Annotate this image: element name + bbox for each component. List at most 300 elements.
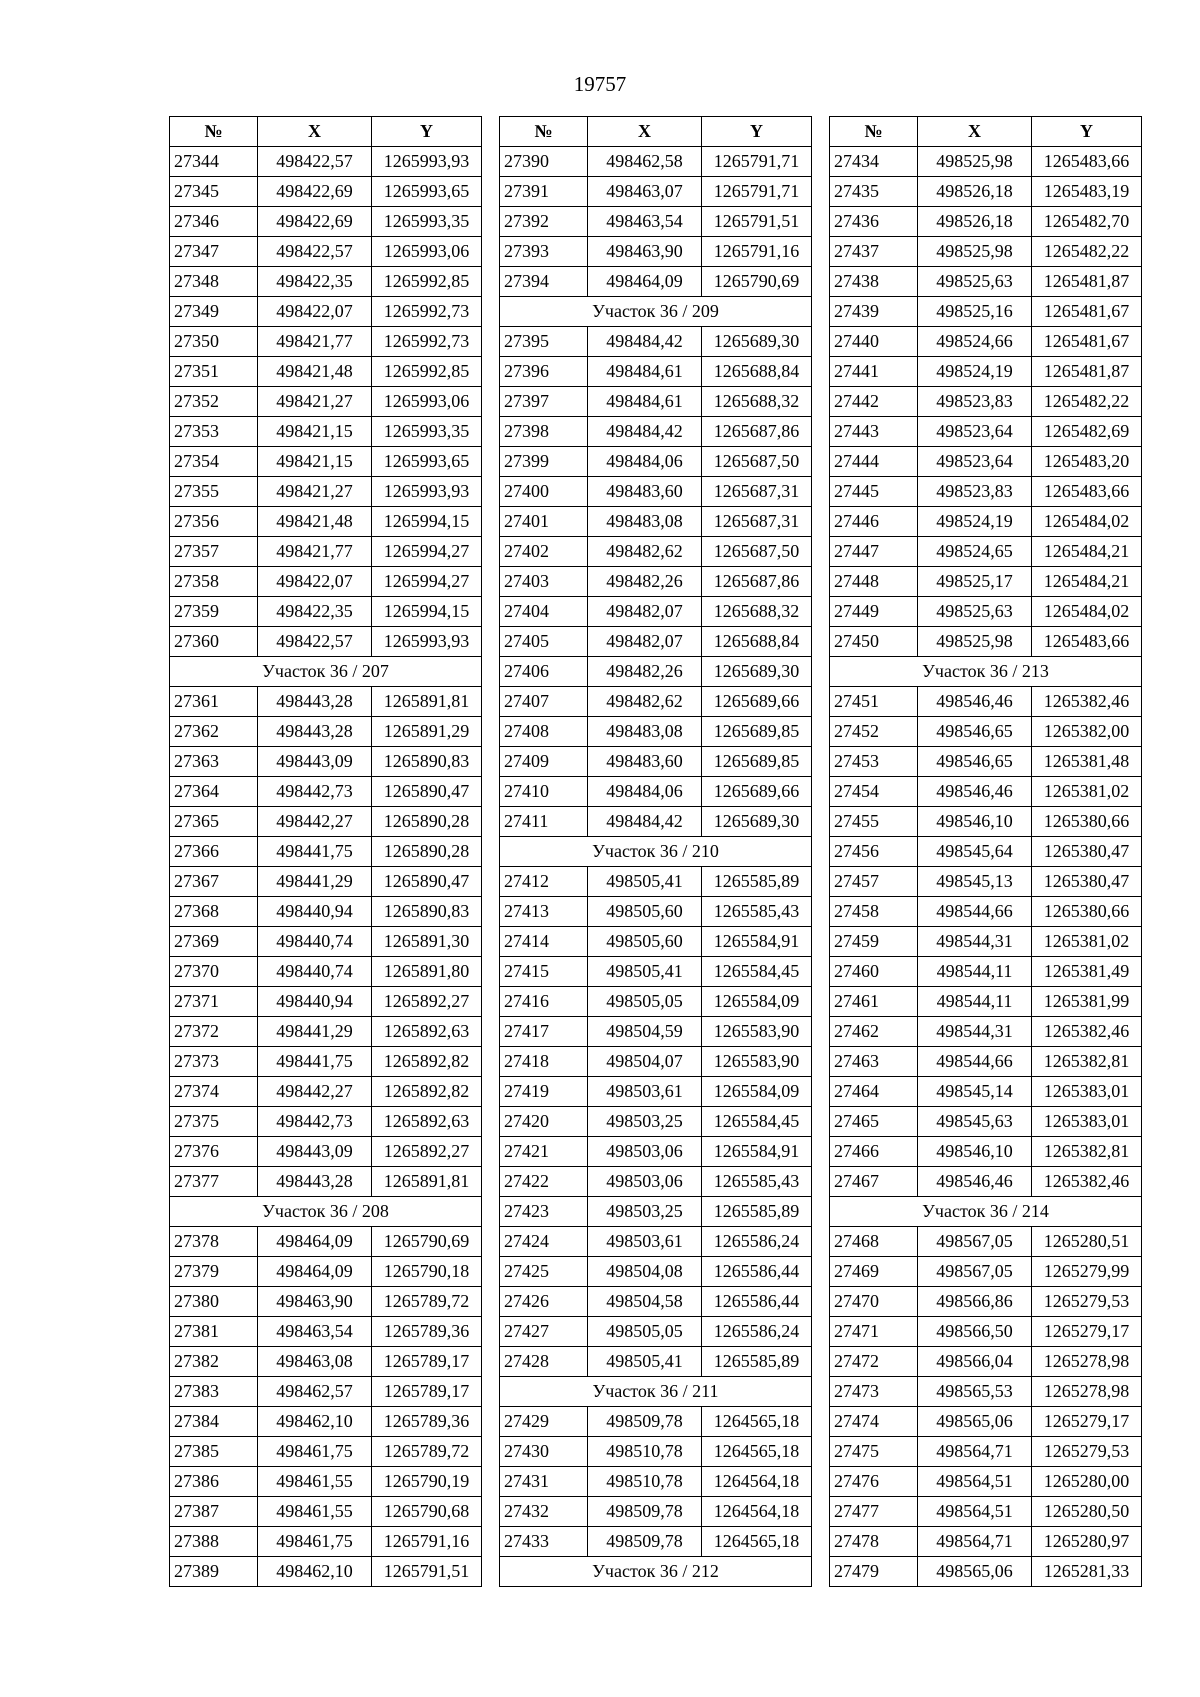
point-number-cell: 27348	[170, 267, 258, 297]
x-coordinate-cell: 498505,05	[588, 1317, 702, 1347]
point-number-cell: 27360	[170, 627, 258, 657]
y-coordinate-cell: 1264565,18	[702, 1527, 812, 1557]
y-coordinate-cell: 1265481,87	[1032, 357, 1142, 387]
table-row	[830, 417, 1142, 447]
section-title: Участок 36 / 213	[830, 657, 1142, 687]
x-coordinate-cell: 498564,51	[918, 1467, 1032, 1497]
point-number-cell: 27431	[500, 1467, 588, 1497]
point-number-cell: 27362	[170, 717, 258, 747]
y-coordinate-cell: 1265382,81	[1032, 1047, 1142, 1077]
section-row	[500, 1557, 812, 1587]
point-number-cell: 27473	[830, 1377, 918, 1407]
x-coordinate-cell: 498546,46	[918, 687, 1032, 717]
table-row	[170, 597, 482, 627]
point-number-cell: 27376	[170, 1137, 258, 1167]
table-row	[830, 267, 1142, 297]
x-coordinate-cell: 498483,60	[588, 747, 702, 777]
section-title: Участок 36 / 211	[500, 1377, 812, 1407]
table-row	[830, 1437, 1142, 1467]
y-coordinate-cell: 1265584,09	[702, 987, 812, 1017]
y-coordinate-cell: 1265585,43	[702, 897, 812, 927]
point-number-cell: 27426	[500, 1287, 588, 1317]
y-coordinate-cell: 1265789,72	[372, 1287, 482, 1317]
point-number-cell: 27412	[500, 867, 588, 897]
table-row	[170, 237, 482, 267]
point-number-cell: 27344	[170, 147, 258, 177]
point-number-cell: 27471	[830, 1317, 918, 1347]
table-row	[830, 687, 1142, 717]
table-row	[170, 867, 482, 897]
point-number-cell: 27365	[170, 807, 258, 837]
table-row	[500, 507, 812, 537]
point-number-cell: 27446	[830, 507, 918, 537]
x-coordinate-cell: 498566,04	[918, 1347, 1032, 1377]
x-coordinate-cell: 498421,77	[258, 327, 372, 357]
y-coordinate-cell: 1265992,85	[372, 267, 482, 297]
point-number-cell: 27464	[830, 1077, 918, 1107]
x-coordinate-cell: 498421,15	[258, 417, 372, 447]
table-row	[170, 1017, 482, 1047]
table-row	[830, 567, 1142, 597]
x-coordinate-cell: 498440,94	[258, 987, 372, 1017]
x-coordinate-cell: 498509,78	[588, 1497, 702, 1527]
table-row	[830, 777, 1142, 807]
y-coordinate-cell: 1265380,47	[1032, 867, 1142, 897]
x-coordinate-cell: 498565,06	[918, 1557, 1032, 1587]
point-number-cell: 27401	[500, 507, 588, 537]
y-coordinate-cell: 1265278,98	[1032, 1347, 1142, 1377]
table-row	[830, 1227, 1142, 1257]
table-row	[170, 1557, 482, 1587]
point-number-cell: 27457	[830, 867, 918, 897]
y-coordinate-cell: 1265892,63	[372, 1017, 482, 1047]
y-coordinate-cell: 1265789,17	[372, 1377, 482, 1407]
table-row	[500, 1287, 812, 1317]
x-coordinate-cell: 498503,25	[588, 1197, 702, 1227]
table-row	[170, 927, 482, 957]
x-coordinate-cell: 498441,75	[258, 1047, 372, 1077]
table-row	[500, 1407, 812, 1437]
y-coordinate-cell: 1265380,66	[1032, 897, 1142, 927]
y-coordinate-cell: 1265993,35	[372, 207, 482, 237]
point-number-cell: 27474	[830, 1407, 918, 1437]
x-coordinate-cell: 498464,09	[258, 1227, 372, 1257]
y-coordinate-cell: 1265481,67	[1032, 297, 1142, 327]
y-coordinate-cell: 1265584,09	[702, 1077, 812, 1107]
point-number-cell: 27441	[830, 357, 918, 387]
point-number-cell: 27443	[830, 417, 918, 447]
x-coordinate-cell: 498483,08	[588, 717, 702, 747]
point-number-cell: 27378	[170, 1227, 258, 1257]
y-coordinate-cell: 1265382,46	[1032, 1017, 1142, 1047]
table-row	[500, 177, 812, 207]
table-row	[830, 837, 1142, 867]
coordinate-table	[169, 116, 482, 1587]
point-number-cell: 27437	[830, 237, 918, 267]
x-coordinate-cell: 498509,78	[588, 1407, 702, 1437]
y-coordinate-cell: 1265689,85	[702, 747, 812, 777]
y-coordinate-cell: 1265892,27	[372, 987, 482, 1017]
y-coordinate-cell: 1265890,47	[372, 777, 482, 807]
y-coordinate-cell: 1265791,71	[702, 177, 812, 207]
table-row	[170, 1047, 482, 1077]
y-coordinate-cell: 1265789,36	[372, 1407, 482, 1437]
x-coordinate-cell: 498525,98	[918, 237, 1032, 267]
point-number-cell: 27445	[830, 477, 918, 507]
table-row	[500, 537, 812, 567]
section-row	[500, 837, 812, 867]
y-coordinate-cell: 1265994,27	[372, 567, 482, 597]
y-coordinate-cell: 1265382,00	[1032, 717, 1142, 747]
x-coordinate-cell: 498443,28	[258, 687, 372, 717]
x-coordinate-cell: 498504,08	[588, 1257, 702, 1287]
table-row	[830, 537, 1142, 567]
point-number-cell: 27477	[830, 1497, 918, 1527]
x-coordinate-cell: 498442,27	[258, 1077, 372, 1107]
y-coordinate-cell: 1265483,66	[1032, 627, 1142, 657]
y-coordinate-cell: 1265382,81	[1032, 1137, 1142, 1167]
y-coordinate-cell: 1265381,49	[1032, 957, 1142, 987]
y-coordinate-cell: 1265891,29	[372, 717, 482, 747]
y-coordinate-cell: 1265790,69	[372, 1227, 482, 1257]
x-coordinate-cell: 498441,29	[258, 1017, 372, 1047]
y-coordinate-cell: 1265584,91	[702, 927, 812, 957]
table-row	[830, 1407, 1142, 1437]
table-row	[830, 1257, 1142, 1287]
y-coordinate-cell: 1265890,28	[372, 837, 482, 867]
x-coordinate-cell: 498463,07	[588, 177, 702, 207]
point-number-cell: 27425	[500, 1257, 588, 1287]
y-coordinate-cell: 1265791,16	[702, 237, 812, 267]
y-coordinate-cell: 1265482,70	[1032, 207, 1142, 237]
table-row	[500, 267, 812, 297]
y-coordinate-cell: 1265586,44	[702, 1287, 812, 1317]
x-coordinate-cell: 498482,62	[588, 537, 702, 567]
section-row	[830, 657, 1142, 687]
point-number-cell: 27356	[170, 507, 258, 537]
y-coordinate-cell: 1265280,00	[1032, 1467, 1142, 1497]
table-row	[830, 597, 1142, 627]
table-row	[830, 867, 1142, 897]
coordinate-table	[499, 116, 812, 1587]
x-coordinate-cell: 498483,60	[588, 477, 702, 507]
point-number-cell: 27421	[500, 1137, 588, 1167]
y-coordinate-cell: 1264565,18	[702, 1407, 812, 1437]
table-row	[830, 1527, 1142, 1557]
y-coordinate-cell: 1265791,16	[372, 1527, 482, 1557]
y-coordinate-cell: 1265584,91	[702, 1137, 812, 1167]
section-row	[170, 657, 482, 687]
table-row	[500, 957, 812, 987]
point-number-cell: 27458	[830, 897, 918, 927]
x-coordinate-cell: 498545,64	[918, 837, 1032, 867]
table-row	[170, 177, 482, 207]
table-row	[830, 1017, 1142, 1047]
x-coordinate-cell: 498482,07	[588, 627, 702, 657]
x-coordinate-cell: 498484,42	[588, 807, 702, 837]
y-coordinate-cell: 1265789,17	[372, 1347, 482, 1377]
table-row	[830, 897, 1142, 927]
point-number-cell: 27377	[170, 1167, 258, 1197]
table-row	[830, 1497, 1142, 1527]
table-row	[500, 1077, 812, 1107]
table-row	[170, 567, 482, 597]
y-coordinate-cell: 1265791,51	[372, 1557, 482, 1587]
point-number-cell: 27394	[500, 267, 588, 297]
x-coordinate-cell: 498523,83	[918, 387, 1032, 417]
point-number-cell: 27368	[170, 897, 258, 927]
y-coordinate-cell: 1265481,87	[1032, 267, 1142, 297]
point-number-cell: 27465	[830, 1107, 918, 1137]
point-number-cell: 27351	[170, 357, 258, 387]
y-coordinate-cell: 1265992,73	[372, 297, 482, 327]
x-coordinate-cell: 498525,63	[918, 267, 1032, 297]
y-coordinate-cell: 1265687,50	[702, 537, 812, 567]
table-row	[500, 327, 812, 357]
x-coordinate-cell: 498505,41	[588, 957, 702, 987]
y-coordinate-cell: 1265993,06	[372, 237, 482, 267]
column-header-y: Y	[702, 117, 812, 147]
table-row	[500, 1467, 812, 1497]
table-row	[500, 1047, 812, 1077]
table-row	[500, 567, 812, 597]
table-row	[500, 627, 812, 657]
y-coordinate-cell: 1265687,31	[702, 477, 812, 507]
x-coordinate-cell: 498422,35	[258, 597, 372, 627]
point-number-cell: 27479	[830, 1557, 918, 1587]
x-coordinate-cell: 498546,65	[918, 747, 1032, 777]
table-row	[500, 1527, 812, 1557]
x-coordinate-cell: 498443,28	[258, 1167, 372, 1197]
point-number-cell: 27439	[830, 297, 918, 327]
table-row	[170, 717, 482, 747]
table-row	[500, 1107, 812, 1137]
point-number-cell: 27428	[500, 1347, 588, 1377]
point-number-cell: 27468	[830, 1227, 918, 1257]
x-coordinate-cell: 498482,62	[588, 687, 702, 717]
point-number-cell: 27371	[170, 987, 258, 1017]
point-number-cell: 27355	[170, 477, 258, 507]
x-coordinate-cell: 498504,07	[588, 1047, 702, 1077]
table-row	[830, 717, 1142, 747]
x-coordinate-cell: 498421,48	[258, 357, 372, 387]
point-number-cell: 27375	[170, 1107, 258, 1137]
page-number: 19757	[573, 72, 627, 96]
table-row	[830, 1347, 1142, 1377]
table-row	[500, 417, 812, 447]
x-coordinate-cell: 498464,09	[258, 1257, 372, 1287]
x-coordinate-cell: 498564,71	[918, 1437, 1032, 1467]
point-number-cell: 27353	[170, 417, 258, 447]
x-coordinate-cell: 498422,35	[258, 267, 372, 297]
y-coordinate-cell: 1265583,90	[702, 1017, 812, 1047]
y-coordinate-cell: 1264564,18	[702, 1497, 812, 1527]
x-coordinate-cell: 498545,14	[918, 1077, 1032, 1107]
y-coordinate-cell: 1265687,86	[702, 567, 812, 597]
x-coordinate-cell: 498546,46	[918, 777, 1032, 807]
y-coordinate-cell: 1265279,53	[1032, 1287, 1142, 1317]
x-coordinate-cell: 498484,61	[588, 387, 702, 417]
x-coordinate-cell: 498524,65	[918, 537, 1032, 567]
y-coordinate-cell: 1265280,51	[1032, 1227, 1142, 1257]
x-coordinate-cell: 498545,63	[918, 1107, 1032, 1137]
x-coordinate-cell: 498484,61	[588, 357, 702, 387]
table-header-row	[830, 117, 1142, 147]
y-coordinate-cell: 1265687,86	[702, 417, 812, 447]
x-coordinate-cell: 498482,26	[588, 657, 702, 687]
x-coordinate-cell: 498422,57	[258, 147, 372, 177]
y-coordinate-cell: 1265481,67	[1032, 327, 1142, 357]
y-coordinate-cell: 1265689,30	[702, 807, 812, 837]
y-coordinate-cell: 1265483,66	[1032, 477, 1142, 507]
x-coordinate-cell: 498443,28	[258, 717, 372, 747]
y-coordinate-cell: 1265688,84	[702, 627, 812, 657]
x-coordinate-cell: 498525,17	[918, 567, 1032, 597]
point-number-cell: 27462	[830, 1017, 918, 1047]
table-row	[170, 1407, 482, 1437]
table-row	[830, 387, 1142, 417]
point-number-cell: 27346	[170, 207, 258, 237]
y-coordinate-cell: 1265790,69	[702, 267, 812, 297]
x-coordinate-cell: 498545,13	[918, 867, 1032, 897]
table-row	[170, 1467, 482, 1497]
y-coordinate-cell: 1265484,21	[1032, 567, 1142, 597]
table-row	[500, 1497, 812, 1527]
y-coordinate-cell: 1265380,47	[1032, 837, 1142, 867]
x-coordinate-cell: 498546,65	[918, 717, 1032, 747]
table-row	[170, 747, 482, 777]
point-number-cell: 27417	[500, 1017, 588, 1047]
point-number-cell: 27470	[830, 1287, 918, 1317]
y-coordinate-cell: 1265586,24	[702, 1317, 812, 1347]
y-coordinate-cell: 1265586,44	[702, 1257, 812, 1287]
point-number-cell: 27380	[170, 1287, 258, 1317]
table-row	[170, 987, 482, 1017]
x-coordinate-cell: 498421,15	[258, 447, 372, 477]
x-coordinate-cell: 498510,78	[588, 1467, 702, 1497]
column-header-number: №	[500, 117, 588, 147]
table-row	[500, 1227, 812, 1257]
y-coordinate-cell: 1265482,69	[1032, 417, 1142, 447]
x-coordinate-cell: 498482,26	[588, 567, 702, 597]
y-coordinate-cell: 1265482,22	[1032, 237, 1142, 267]
point-number-cell: 27467	[830, 1167, 918, 1197]
table-row	[170, 537, 482, 567]
y-coordinate-cell: 1265992,73	[372, 327, 482, 357]
table-row	[170, 357, 482, 387]
point-number-cell: 27372	[170, 1017, 258, 1047]
x-coordinate-cell: 498422,07	[258, 567, 372, 597]
x-coordinate-cell: 498462,10	[258, 1557, 372, 1587]
table-row	[170, 417, 482, 447]
table-row	[830, 297, 1142, 327]
y-coordinate-cell: 1265381,48	[1032, 747, 1142, 777]
point-number-cell: 27402	[500, 537, 588, 567]
point-number-cell: 27411	[500, 807, 588, 837]
point-number-cell: 27370	[170, 957, 258, 987]
x-coordinate-cell: 498525,63	[918, 597, 1032, 627]
point-number-cell: 27374	[170, 1077, 258, 1107]
table-row	[830, 627, 1142, 657]
y-coordinate-cell: 1265383,01	[1032, 1077, 1142, 1107]
y-coordinate-cell: 1265484,02	[1032, 507, 1142, 537]
x-coordinate-cell: 498523,64	[918, 417, 1032, 447]
table-row	[500, 237, 812, 267]
x-coordinate-cell: 498440,74	[258, 957, 372, 987]
x-coordinate-cell: 498546,10	[918, 1137, 1032, 1167]
y-coordinate-cell: 1265890,47	[372, 867, 482, 897]
point-number-cell: 27413	[500, 897, 588, 927]
table-row	[500, 1257, 812, 1287]
y-coordinate-cell: 1265483,66	[1032, 147, 1142, 177]
point-number-cell: 27449	[830, 597, 918, 627]
point-number-cell: 27403	[500, 567, 588, 597]
y-coordinate-cell: 1265583,90	[702, 1047, 812, 1077]
point-number-cell: 27438	[830, 267, 918, 297]
table-header-row	[500, 117, 812, 147]
y-coordinate-cell: 1265483,19	[1032, 177, 1142, 207]
x-coordinate-cell: 498524,19	[918, 357, 1032, 387]
y-coordinate-cell: 1265890,28	[372, 807, 482, 837]
point-number-cell: 27478	[830, 1527, 918, 1557]
column-header-y: Y	[1032, 117, 1142, 147]
table-row	[830, 507, 1142, 537]
y-coordinate-cell: 1265279,99	[1032, 1257, 1142, 1287]
x-coordinate-cell: 498505,60	[588, 897, 702, 927]
point-number-cell: 27383	[170, 1377, 258, 1407]
point-number-cell: 27373	[170, 1047, 258, 1077]
point-number-cell: 27422	[500, 1167, 588, 1197]
point-number-cell: 27384	[170, 1407, 258, 1437]
table-row	[830, 207, 1142, 237]
point-number-cell: 27451	[830, 687, 918, 717]
x-coordinate-cell: 498443,09	[258, 1137, 372, 1167]
y-coordinate-cell: 1265791,51	[702, 207, 812, 237]
y-coordinate-cell: 1265689,66	[702, 687, 812, 717]
point-number-cell: 27433	[500, 1527, 588, 1557]
y-coordinate-cell: 1265585,89	[702, 867, 812, 897]
y-coordinate-cell: 1265892,82	[372, 1047, 482, 1077]
x-coordinate-cell: 498505,41	[588, 1347, 702, 1377]
x-coordinate-cell: 498442,73	[258, 1107, 372, 1137]
y-coordinate-cell: 1265689,85	[702, 717, 812, 747]
x-coordinate-cell: 498546,46	[918, 1167, 1032, 1197]
point-number-cell: 27476	[830, 1467, 918, 1497]
point-number-cell: 27453	[830, 747, 918, 777]
table-row	[500, 1017, 812, 1047]
point-number-cell: 27347	[170, 237, 258, 267]
table-row	[830, 477, 1142, 507]
x-coordinate-cell: 498440,74	[258, 927, 372, 957]
table-row	[170, 897, 482, 927]
point-number-cell: 27427	[500, 1317, 588, 1347]
y-coordinate-cell: 1265484,21	[1032, 537, 1142, 567]
table-row	[170, 777, 482, 807]
y-coordinate-cell: 1265586,24	[702, 1227, 812, 1257]
point-number-cell: 27393	[500, 237, 588, 267]
point-number-cell: 27395	[500, 327, 588, 357]
table-row	[830, 147, 1142, 177]
table-row	[170, 1497, 482, 1527]
table-row	[500, 1197, 812, 1227]
x-coordinate-cell: 498505,60	[588, 927, 702, 957]
point-number-cell: 27404	[500, 597, 588, 627]
y-coordinate-cell: 1265994,15	[372, 507, 482, 537]
y-coordinate-cell: 1265791,71	[702, 147, 812, 177]
x-coordinate-cell: 498525,16	[918, 297, 1032, 327]
x-coordinate-cell: 498462,58	[588, 147, 702, 177]
table-row	[170, 207, 482, 237]
